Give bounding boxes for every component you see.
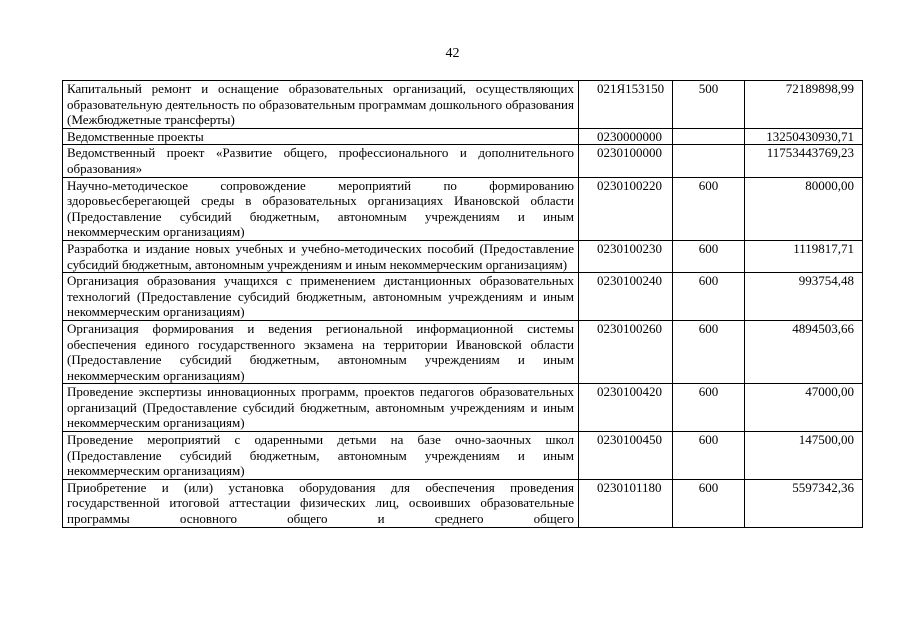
row-description: Научно-методическое сопровождение мероприятий по формированию здоровьесберегающей среды в образовательных организациях Ивановской области (Предоставление субсидий бюджетным, автономным учреждениям и иным некоммерческим организациям) bbox=[63, 177, 579, 240]
row-description: Разработка и издание новых учебных и учебно-методических пособий (Предоставление субсидий бюджетным, автономным учреждениям и иным некоммерческим организациям) bbox=[63, 240, 579, 272]
row-expense-type: 600 bbox=[673, 432, 745, 480]
row-expense-type: 600 bbox=[673, 320, 745, 383]
table-row bbox=[63, 145, 863, 177]
row-target-code: 0230101180 bbox=[579, 479, 673, 527]
row-amount: 1119817,71 bbox=[745, 240, 863, 272]
budget-table bbox=[62, 80, 863, 528]
row-description: Ведомственные проекты bbox=[63, 128, 579, 145]
row-amount: 4894503,66 bbox=[745, 320, 863, 383]
row-target-code: 0230100000 bbox=[579, 145, 673, 177]
row-target-code: 0230100220 bbox=[579, 177, 673, 240]
row-description: Проведение мероприятий с одаренными детьми на базе очно-заочных школ (Предоставление субсидий бюджетным, автономным учреждениям и иным некоммерческим организациям) bbox=[63, 432, 579, 480]
row-amount: 147500,00 bbox=[745, 432, 863, 480]
row-expense-type: 600 bbox=[673, 240, 745, 272]
row-expense-type: 600 bbox=[673, 273, 745, 321]
table-row bbox=[63, 128, 863, 145]
row-target-code: 0230100240 bbox=[579, 273, 673, 321]
row-expense-type bbox=[673, 145, 745, 177]
row-amount: 11753443769,23 bbox=[745, 145, 863, 177]
row-expense-type: 600 bbox=[673, 479, 745, 527]
row-description: Проведение экспертизы инновационных программ, проектов педагогов образовательных организаций (Предоставление субсидий бюджетным, автономным учреждениям и иным некоммерческим организациям) bbox=[63, 384, 579, 432]
row-amount: 47000,00 bbox=[745, 384, 863, 432]
row-description: Организация образования учащихся с применением дистанционных образовательных технологий (Предоставление субсидий бюджетным, автономным учреждениям и иным некоммерческим организациям) bbox=[63, 273, 579, 321]
row-target-code: 0230100450 bbox=[579, 432, 673, 480]
row-expense-type: 600 bbox=[673, 384, 745, 432]
table-row bbox=[63, 81, 863, 129]
row-amount: 72189898,99 bbox=[745, 81, 863, 129]
row-amount: 13250430930,71 bbox=[745, 128, 863, 145]
row-target-code: 0230100260 bbox=[579, 320, 673, 383]
table-row bbox=[63, 432, 863, 480]
row-target-code: 0230100420 bbox=[579, 384, 673, 432]
row-expense-type: 600 bbox=[673, 177, 745, 240]
row-target-code: 0230100230 bbox=[579, 240, 673, 272]
table-row bbox=[63, 273, 863, 321]
row-amount: 5597342,36 bbox=[745, 479, 863, 527]
table-row bbox=[63, 384, 863, 432]
row-description: Приобретение и (или) установка оборудования для обеспечения проведения государственной итоговой аттестации физических лиц, освоивших образовательные программы основного общего и среднего общего bbox=[63, 479, 579, 527]
row-description: Организация формирования и ведения региональной информационной системы обеспечения единого государственного экзамена на территории Ивановской области (Предоставление субсидий бюджетным, автономным учреждениям и иным некоммерческим организациям) bbox=[63, 320, 579, 383]
row-expense-type bbox=[673, 128, 745, 145]
row-description: Капитальный ремонт и оснащение образовательных организаций, осуществляющих образовательную деятельность по образовательным программам дошкольного образования (Межбюджетные трансферты) bbox=[63, 81, 579, 129]
table-row bbox=[63, 479, 863, 527]
row-expense-type: 500 bbox=[673, 81, 745, 129]
table-row bbox=[63, 177, 863, 240]
table-row bbox=[63, 240, 863, 272]
row-target-code: 0230000000 bbox=[579, 128, 673, 145]
page-number: 42 bbox=[445, 46, 460, 61]
row-description: Ведомственный проект «Развитие общего, профессионального и дополнительного образования» bbox=[63, 145, 579, 177]
row-target-code: 021Я153150 bbox=[579, 81, 673, 129]
table-row bbox=[63, 320, 863, 383]
row-amount: 993754,48 bbox=[745, 273, 863, 321]
row-amount: 80000,00 bbox=[745, 177, 863, 240]
